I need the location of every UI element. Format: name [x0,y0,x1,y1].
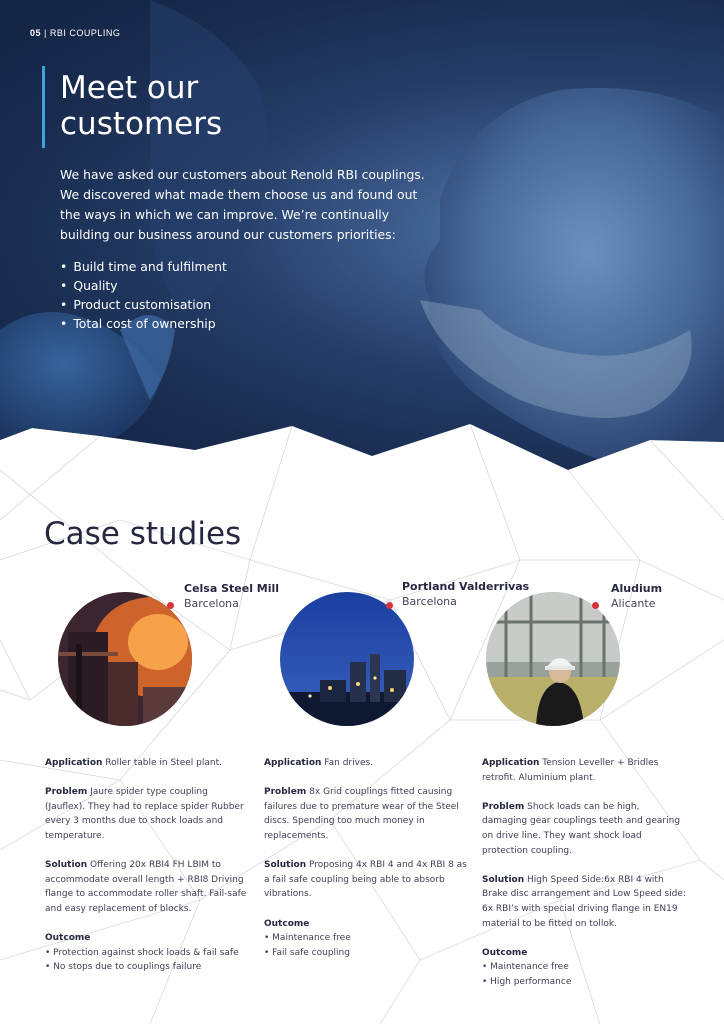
solution-text [264,858,469,902]
priority-bullets [60,257,420,333]
problem-value: Shock loads can be high, damaging gear couplings teeth and gearing on drive line. They want shock load protection coupling. [482,801,681,856]
problem-value: 8x Grid couplings fitted causing failures due to premature wear of the Steel discs. Spending too much money in replacements. [264,787,459,841]
case-photo-cement-plant [280,592,414,726]
application-text [482,756,687,785]
application-value: Roller table in Steel plant. [105,758,222,768]
title-accent-bar [42,66,45,148]
location-marker-icon [167,602,174,609]
header-separator: | [44,28,47,38]
priority-list-right [60,295,258,333]
application-value: Fan drives. [324,758,374,768]
case-city: Alicante [611,597,656,610]
application-text [45,756,250,771]
solution-value: Proposing 4x RBI 4 and 4x RBI 8 as a fail safe coupling being able to absorb vibrations. [264,860,467,900]
application-text [264,756,469,771]
outcome-label [264,917,469,932]
hero-title [60,70,222,142]
section-name: RBI COUPLING [49,28,121,38]
solution-label: Solution [264,860,307,871]
problem-label: Problem [264,787,307,798]
page-number: 05 [30,28,42,38]
solution-value: Offering 20x RBI4 FH LBIM to accommodate overall length + RBI8 Driving flange to accommodate roller shaft. Fail-safe and easy replacement of blocks. [45,860,247,914]
problem-text [264,785,469,843]
solution-label: Solution [45,860,88,871]
outcome-heading: Outcome [482,947,528,958]
priority-item: • Quality [60,276,258,295]
outcome-heading: Outcome [264,918,310,929]
solution-text [482,873,687,931]
case-city: Barcelona [402,595,457,608]
outcome-list [264,931,469,960]
case-name: Celsa Steel Mill [184,582,280,595]
solution-value: High Speed Side:6x RBI 4 with Brake disc arrangement and Low Speed side: 6x RBI’s with special driving flange in EN19 material to be fitted on tollok. [482,874,686,929]
case-photo-steel-mill [58,592,192,726]
intro-paragraph: We have asked our customers about Renold RBI couplings. We discovered what made them choose us and found out the ways in which we can improve. We’re continually building our business around our customers priorities: [60,167,425,242]
outcome-item: • Protection against shock loads & fail safe [45,947,239,958]
hero-title-line-2: customers [60,106,223,142]
priority-item: • Product customisation [60,295,258,314]
problem-text [45,785,250,843]
application-value: Tension Leveller + Bridles retrofit. Aluminium plant. [482,758,659,783]
case-name: Portland Valderrivas [402,580,530,593]
outcome-item: • High performance [482,976,572,987]
page-header [30,28,120,38]
case-city: Barcelona [184,597,239,610]
solution-text [45,858,250,916]
location-marker-icon [386,602,393,609]
solution-label: Solution [482,874,525,885]
application-label: Application [264,758,322,768]
outcome-item: • Maintenance free [482,962,569,973]
outcome-list [45,946,250,975]
case-details-portland [264,756,469,960]
application-label: Application [482,758,540,768]
case-name: Aludium [611,582,663,595]
problem-label: Problem [482,801,525,812]
hero-title-line-1: Meet our [60,70,199,106]
case-photo-aluminium-plant [486,592,620,726]
priority-item: • Total cost of ownership [60,314,258,333]
case-details-celsa [45,756,250,975]
problem-text [482,800,687,858]
problem-value: Jaure spider type coupling (Jauflex). They had to replace spider Rubber every 3 months due to shock loads and temperature. [45,787,244,841]
outcome-item: • No stops due to couplings failure [45,962,202,973]
outcome-list [482,960,687,989]
outcome-item: • Fail safe coupling [264,947,350,958]
application-label: Application [45,758,103,768]
location-marker-icon [592,602,599,609]
outcome-heading: Outcome [45,933,91,944]
outcome-label [482,946,687,961]
case-studies-heading: Case studies [44,516,242,552]
problem-label: Problem [45,787,88,798]
outcome-item: • Maintenance free [264,933,351,944]
case-details-aludium [482,756,687,990]
priority-list-left [60,257,258,295]
priority-item: • Build time and fulfilment [60,257,258,276]
outcome-label [45,931,250,946]
